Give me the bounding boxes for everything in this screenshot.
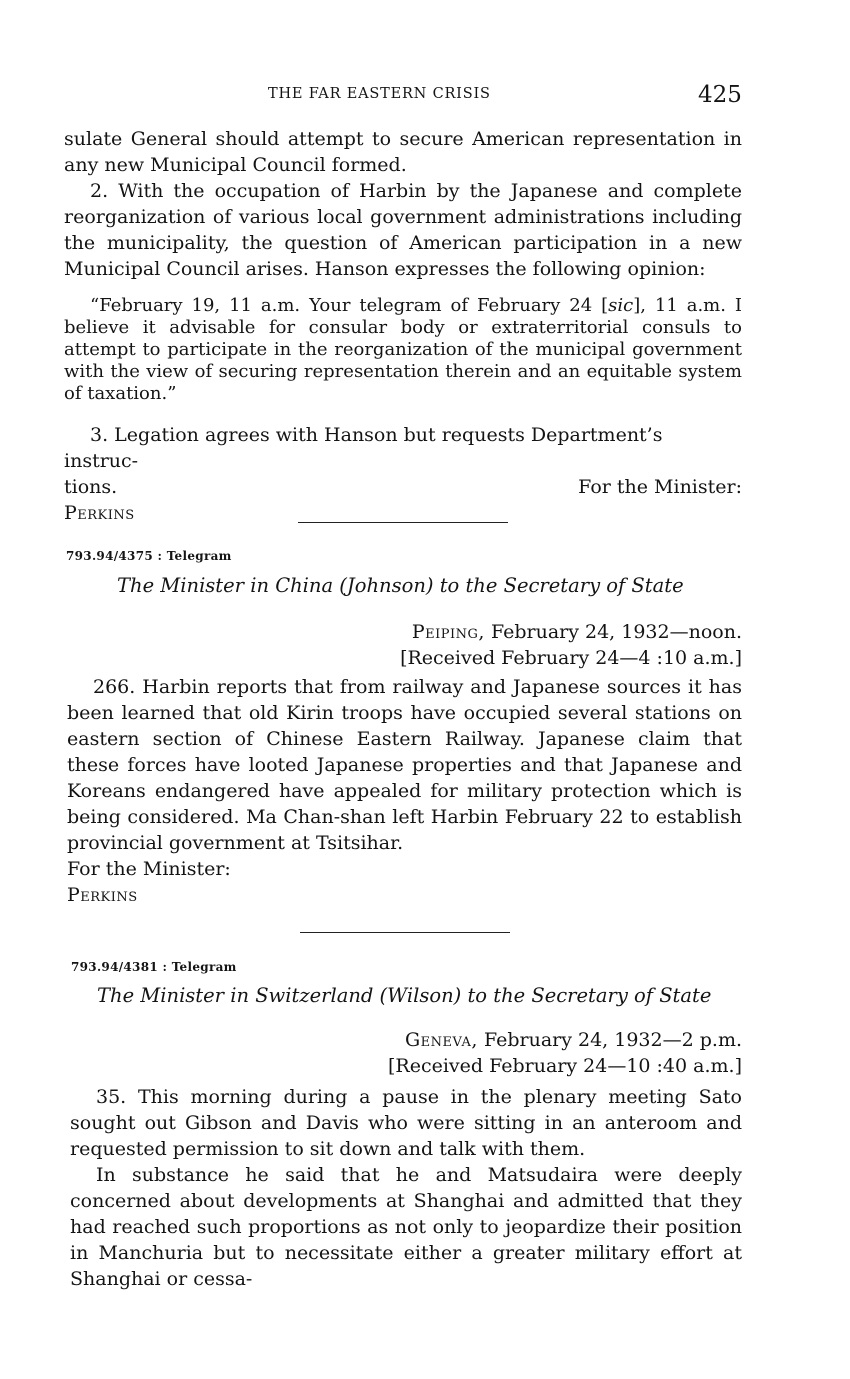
divider-rule-1 bbox=[298, 522, 508, 523]
paragraph-3-line-2-row bbox=[64, 474, 742, 500]
document-body-3 bbox=[70, 1084, 742, 1292]
quote-post: ], 11 a.m. I believe it advisable for consular body or extraterritorial consuls to attempt to participate in the reorganization of the municipal government with the view of securing representation therein and an equitable system of taxation.” bbox=[64, 295, 742, 404]
document-body-2 bbox=[67, 674, 742, 908]
paragraph-2: 2. With the occupation of Harbin by the Japanese and complete reorganization of various local government administrations including the municipality, the question of American participation in a new Municipal Council arises. Hanson expresses the following opinion: bbox=[64, 180, 742, 280]
closing-2: For the Minister: bbox=[67, 858, 231, 880]
paragraph-3-line-1: 3. Legation agrees with Hanson but requests Department’s instruc- bbox=[64, 424, 663, 472]
date-2: February 24, 1932—noon. bbox=[484, 621, 742, 643]
running-head-title: THE FAR EASTERN CRISIS bbox=[268, 86, 491, 102]
paragraph-continuation: sulate General should attempt to secure American representation in any new Municipal Council formed. bbox=[64, 128, 742, 176]
signature-1: Perkins bbox=[64, 502, 135, 524]
date-place-2 bbox=[400, 619, 742, 645]
section1-text bbox=[64, 126, 742, 282]
file-number-3: 793.94/4381 : Telegram bbox=[71, 960, 237, 974]
received-2: [Received February 24—4 :10 a.m.] bbox=[400, 647, 742, 669]
dateline-2 bbox=[400, 619, 742, 671]
file-number-2: 793.94/4375 : Telegram bbox=[66, 549, 232, 563]
date-place-3 bbox=[388, 1027, 742, 1053]
document-heading-2: The Minister in China (Johnson) to the Secretary of State bbox=[117, 574, 684, 597]
block-quote bbox=[64, 295, 742, 405]
document-heading-3: The Minister in Switzerland (Wilson) to the Secretary of State bbox=[97, 984, 712, 1007]
place-2: Peiping, bbox=[411, 621, 485, 643]
divider-rule-2 bbox=[300, 932, 510, 933]
closing-1: For the Minister: bbox=[578, 476, 742, 498]
place-3: Geneva, bbox=[404, 1029, 478, 1051]
paragraph-3 bbox=[64, 422, 742, 526]
dateline-3 bbox=[388, 1027, 742, 1079]
running-head bbox=[0, 82, 850, 112]
paragraph-266: 266. Harbin reports that from railway and Japanese sources it has been learned that old Kirin troops have occupied several stations on eastern section of Chinese Eastern Railway. Japanese claim that these forces have looted Japanese properties and that Japanese and Koreans endangered have appealed for military protection which is being considered. Ma Chan-shan left Harbin February 22 to establish provincial government at Tsitsihar. bbox=[67, 676, 742, 854]
signature-2: Perkins bbox=[67, 884, 138, 906]
paragraph-3-line-2: tions. bbox=[64, 476, 118, 498]
date-3: February 24, 1932—2 p.m. bbox=[477, 1029, 742, 1051]
paragraph-substance: In substance he said that he and Matsudaira were deeply concerned about developments at Shanghai and admitted that they had reached such proportions as not only to jeopardize their position in Manchuria but to necessitate either a greater military effort at Shanghai or cessa- bbox=[70, 1164, 742, 1290]
page-number: 425 bbox=[698, 82, 742, 108]
received-3: [Received February 24—10 :40 a.m.] bbox=[387, 1055, 742, 1077]
quote-text bbox=[64, 295, 742, 405]
quote-pre: “February 19, 11 a.m. Your telegram of February 24 [ bbox=[90, 295, 609, 316]
quote-sic: sic bbox=[608, 295, 634, 316]
paragraph-35: 35. This morning during a pause in the plenary meeting Sato sought out Gibson and Davis who were sitting in an anteroom and requested permission to sit down and talk with them. bbox=[70, 1086, 742, 1160]
